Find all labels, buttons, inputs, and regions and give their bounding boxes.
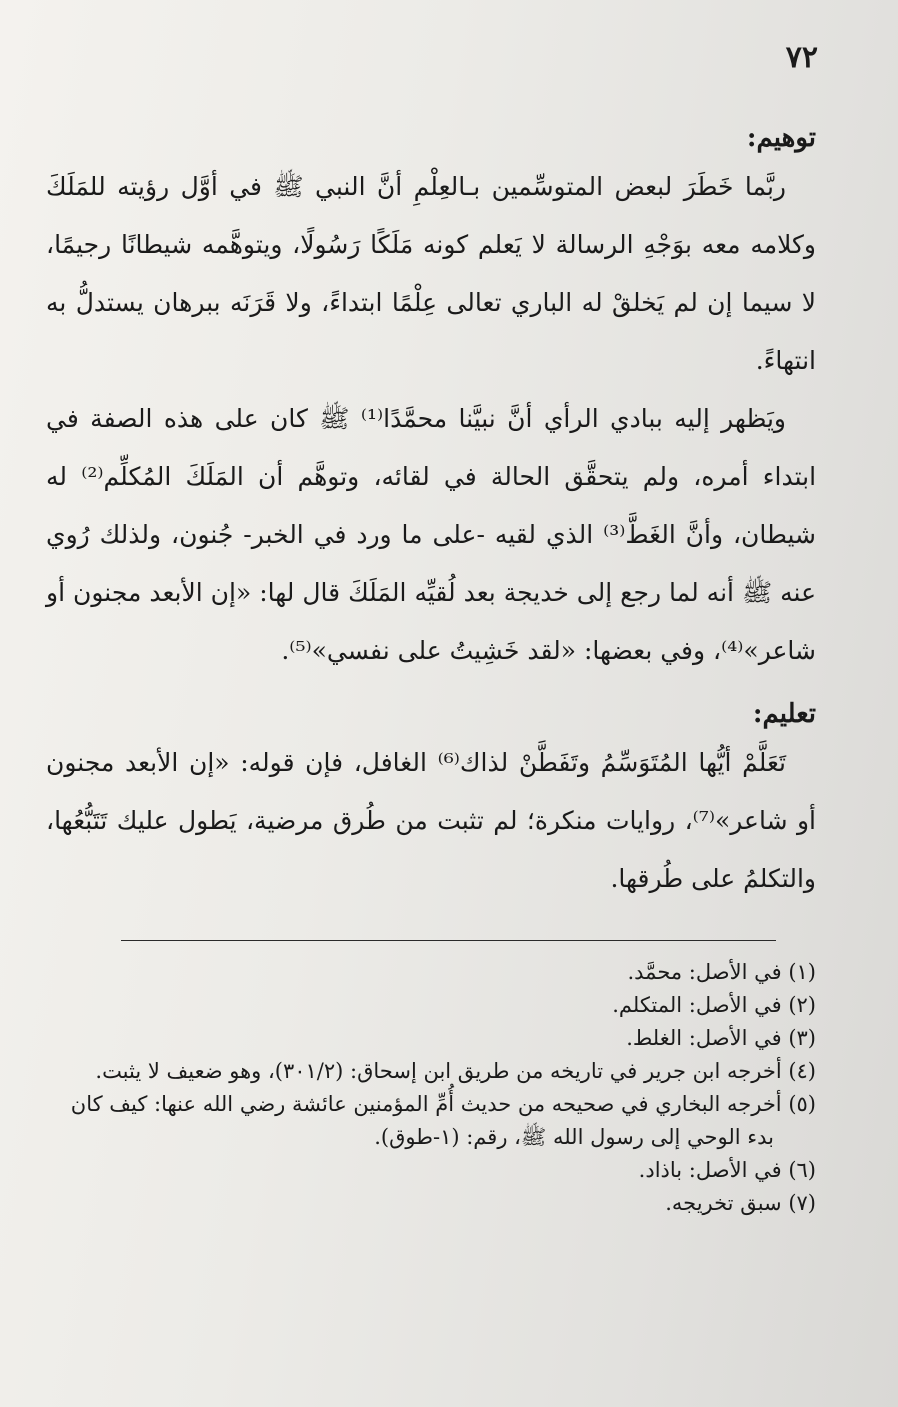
footnote-2: (٢) في الأصل: المتكلم. [612, 993, 816, 1017]
footnotes [16, 956, 816, 1220]
paragraph: ويَظهر إليه ببادي الرأي أنَّ نبيَّنا محمَّدًا⁽¹⁾ ﷺ كان على هذه الصفة في ابتداء أمره، ولم يتحقَّق الحالة في لقائه، وتوهَّم أن المَلَكَ المُكلِّم⁽²⁾ له شيطان، وأنَّ الغَطَّ⁽³⁾ الذي لقيه -على ما ورد في الخبر- جُنون، ولذلك رُوي عنه ﷺ أنه لما رجع إلى خديجة بعد لُقيِّه المَلَكَ قال لها: «إن الأبعد مجنون أو شاعر»⁽⁴⁾، وفي بعضها: «لقد خَشِيتُ على نفسي»⁽⁵⁾. [46, 404, 817, 665]
main-text [46, 118, 816, 908]
page-number: ٧٢ [785, 40, 818, 75]
paragraph: ربَّما خَطَرَ لبعض المتوسِّمين بـالعِلْمِ أنَّ النبي ﷺ في أوَّل رؤيته للمَلَكَ وكلامه معه بوَجْهِ الرسالة لا يَعلم كونه مَلَكًا رَسُولًا، ويتوهَّمه شيطانًا رجيمًا، لا سيما إن لم يَخلقْ له الباري تعالى عِلْمًا ابتداءً، ولا قَرَنَه ببرهان يستدلُّ به انتهاءً. [46, 172, 816, 375]
footnote-7: (٧) سبق تخريجه. [665, 1191, 816, 1215]
footnote-1: (١) في الأصل: محمَّد. [627, 960, 816, 984]
footnote-3: (٣) في الأصل: الغلط. [626, 1026, 816, 1050]
paragraph: تَعَلَّمْ أيُّها المُتَوَسِّمُ وتَفَطَّنْ لذاك⁽⁶⁾ الغافل، فإن قوله: «إن الأبعد مجنون أو شاعر»⁽⁷⁾، روايات منكرة؛ لم تثبت من طُرق مرضية، يَطول عليك تَتَبُّعُها، والتكلمُ على طُرقها. [46, 748, 816, 893]
section-spacer [46, 680, 816, 694]
footnote-divider [121, 940, 776, 941]
section-heading-taalim: تعليم: [752, 699, 816, 729]
footnote-5-continuation: بدء الوحي إلى رسول الله ﷺ، رقم: (١-طوق). [374, 1125, 774, 1149]
footnote-6: (٦) في الأصل: باذاد. [638, 1158, 816, 1182]
footnote-5: (٥) أخرجه البخاري في صحيحه من حديث أُمِّ المؤمنين عائشة رضي الله عنها: كيف كان [70, 1092, 816, 1116]
footnote-4: (٤) أخرجه ابن جرير في تاريخه من طريق ابن إسحاق: (٣٠١/٢)، وهو ضعيف لا يثبت. [95, 1059, 816, 1083]
section-heading-tawhim: توهيم: [746, 123, 816, 153]
